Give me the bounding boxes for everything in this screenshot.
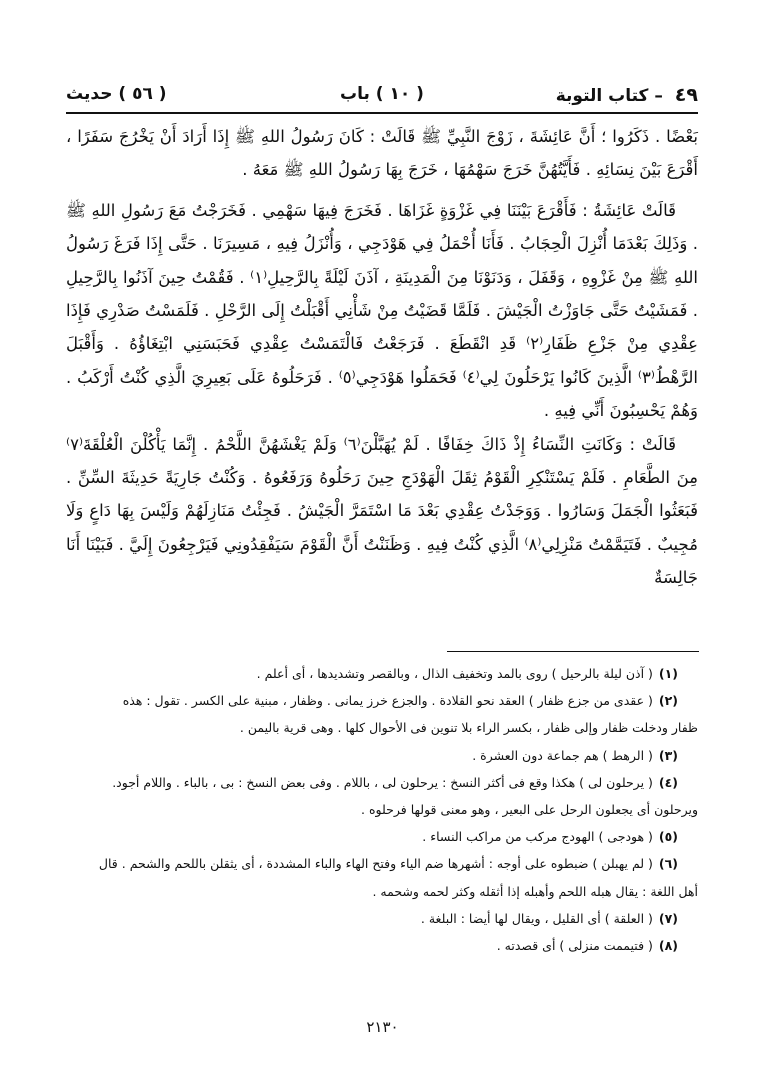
footnote-continuation: أهل اللغة : يقال هبله اللحم وأهبله إذا أثقله وكثر لحمه وشحمه .	[372, 883, 698, 899]
footnote-text: ( عقدى من جزع ظفار ) العقد نحو القلادة . والجزع خرز يمانى . وظفار ، مبنية على الكسر . تقول : هذه	[122, 693, 653, 709]
footnote	[66, 687, 698, 714]
hadith-paragraph: بَعْضًا . ذَكَرُوا ؛ أَنَّ عَائِشَةَ ، زَوْجَ النَّبِيِّ ﷺ قَالَتْ : كَانَ رَسُولُ اللهِ ﷺ إِذَا أَرَادَ أَنْ يَخْرُجَ سَفَرًا ، أَقْرَعَ بَيْنَ نِسَائِهِ . فَأَيَّتُهُنَّ خَرَجَ سَهْمُهَا ، خَرَجَ بِهَا رَسُولُ اللهِ ﷺ مَعَهُ .	[66, 127, 698, 180]
header-hadith-number: ( ٥٦ ) حديث	[66, 84, 167, 104]
footnote	[66, 932, 698, 959]
footnote-divider	[447, 651, 699, 652]
footnote	[66, 769, 698, 796]
footnote	[66, 742, 698, 769]
header-book-title: – كتاب التوبة	[555, 86, 663, 106]
footnote-text: ( فتيممت منزلى ) أى قصدته .	[496, 938, 653, 954]
hadith-text	[66, 120, 698, 595]
footnote	[66, 660, 698, 687]
footnote-number: (١)	[658, 666, 678, 681]
footer-page-number: ٢١٣٠	[366, 1018, 399, 1036]
footnote-text: ( هودجى ) الهودج مركب من مراكب النساء .	[422, 829, 653, 845]
footnote-text: ( الرهط ) هم جماعة دون العشرة .	[472, 747, 653, 763]
footnote-text: ( آذن ليلة بالرحيل ) روى بالمد وتخفيف الذال ، وبالقصر وتشديدها ، أى أعلم .	[256, 666, 653, 681]
footnote-number: (٥)	[658, 829, 678, 845]
footnote-continuation: ظفار ودخلت ظفار وإلى ظفار ، بكسر الراء بلا تنوين فى الأحوال كلها . وهى قرية باليمن .	[239, 720, 698, 736]
footnote-number: (٤)	[658, 774, 678, 790]
hadith-paragraph: قَالَتْ عَائِشَةُ : فَأَقْرَعَ بَيْنَنَا فِي غَزْوَةٍ غَزَاهَا . فَخَرَجَ فِيهَا سَهْمِي . فَخَرَجْتُ مَعَ رَسُولِ اللهِ ﷺ . وَذَلِكَ بَعْدَمَا أُنْزِلَ الْحِجَابُ . فَأَنَا أُحْمَلُ فِي هَوْدَجِي ، وَأُنْزَلُ فِيهِ ، مَسِيرَنَا . حَتَّى إِذَا فَرَغَ رَسُولُ اللهِ ﷺ مِنْ غَزْوِهِ ، وَقَفَلَ ، وَدَنَوْنَا مِنَ الْمَدِينَةِ ، آذَنَ لَيْلَةً بِالرَّحِيلِ⁽١⁾ . فَقُمْتُ حِينَ آذَنُوا بِالرَّحِيلِ . فَمَشَيْتُ حَتَّى جَاوَزْتُ الْجَيْشَ . فَلَمَّا قَضَيْتُ مِنْ شَأْنِي أَقْبَلْتُ إِلَى الرَّحْلِ . فَلَمَسْتُ صَدْرِي فَإِذَا عِقْدِي مِنْ جَزْعِ ظَفَارِ⁽٢⁾ قَدِ انْقَطَعَ . فَرَجَعْتُ فَالْتَمَسْتُ عِقْدِي فَحَبَسَنِي ابْتِغَاؤُهُ . وَأَقْبَلَ الرَّهْطُ⁽٣⁾ الَّذِينَ كَانُوا يَرْحَلُونَ لِي⁽٤⁾ فَحَمَلُوا هَوْدَجِي⁽٥⁾ . فَرَحَلُوهُ عَلَى بَعِيرِيَ الَّذِي كُنْتُ أَرْكَبُ . وَهُمْ يَحْسِبُونَ أَنِّي فِيهِ .	[66, 200, 698, 421]
footnote-text: ( العلقة ) أى القليل ، ويقال لها أيضا : البلغة .	[420, 910, 653, 926]
header-chapter: ( ١٠ ) باب	[340, 84, 424, 104]
footnote-text: ( يرحلون لى ) هكذا وقع فى أكثر النسخ : يرحلون لى ، باللام . وفى بعض النسخ : بى ، بالباء . واللام أجود.	[112, 774, 653, 790]
header-page-number: ٤٩	[674, 84, 698, 106]
footnote-text: ( لم يهبلن ) ضبطوه على أوجه : أشهرها ضم الياء وفتح الهاء والباء المشددة ، أى يثقلن باللحم والشحم . قال	[98, 856, 653, 872]
footnotes	[66, 660, 698, 959]
footnote-number: (٦)	[658, 856, 678, 872]
footnote	[66, 850, 698, 877]
footnote	[66, 905, 698, 932]
footnote-number: (٣)	[658, 747, 678, 763]
footnote-number: (٢)	[658, 693, 678, 709]
footnote	[66, 823, 698, 850]
footnote-number: (٧)	[658, 910, 678, 926]
footnote-continuation: ويرحلون أى يجعلون الرحل على البعير ، وهو معنى قولها فرحلوه .	[361, 802, 698, 818]
header-book	[556, 84, 698, 106]
hadith-paragraph: قَالَتْ : وَكَانَتِ النِّسَاءُ إِذْ ذَاكَ خِفَافًا . لَمْ يُهَبَّلْنَ⁽٦⁾ وَلَمْ يَغْشَهُنَّ اللَّحْمُ . إِنَّمَا يَأْكُلْنَ الْعُلْقَةَ⁽٧⁾ مِنَ الطَّعَامِ . فَلَمْ يَسْتَنْكِرِ الْقَوْمُ ثِقَلَ الْهَوْدَجِ حِينَ رَحَلُوهُ وَرَفَعُوهُ . وَكُنْتُ جَارِيَةً حَدِيثَةَ السِّنِّ . فَبَعَثُوا الْجَمَلَ وَسَارُوا . وَوَجَدْتُ عِقْدِي بَعْدَ مَا اسْتَمَرَّ الْجَيْشُ . فَجِئْتُ مَنَازِلَهُمْ وَلَيْسَ بِهَا دَاعٍ وَلَا مُجِيبٌ . فَتَيَمَّمْتُ مَنْزِلِي⁽٨⁾ الَّذِي كُنْتُ فِيهِ . وَظَنَنْتُ أَنَّ الْقَوْمَ سَيَفْقِدُونِي فَيَرْجِعُونَ إِلَيَّ . فَبَيْنَا أَنَا جَالِسَةٌ	[66, 434, 699, 588]
footnote-number: (٨)	[658, 938, 678, 954]
running-header	[66, 78, 698, 114]
